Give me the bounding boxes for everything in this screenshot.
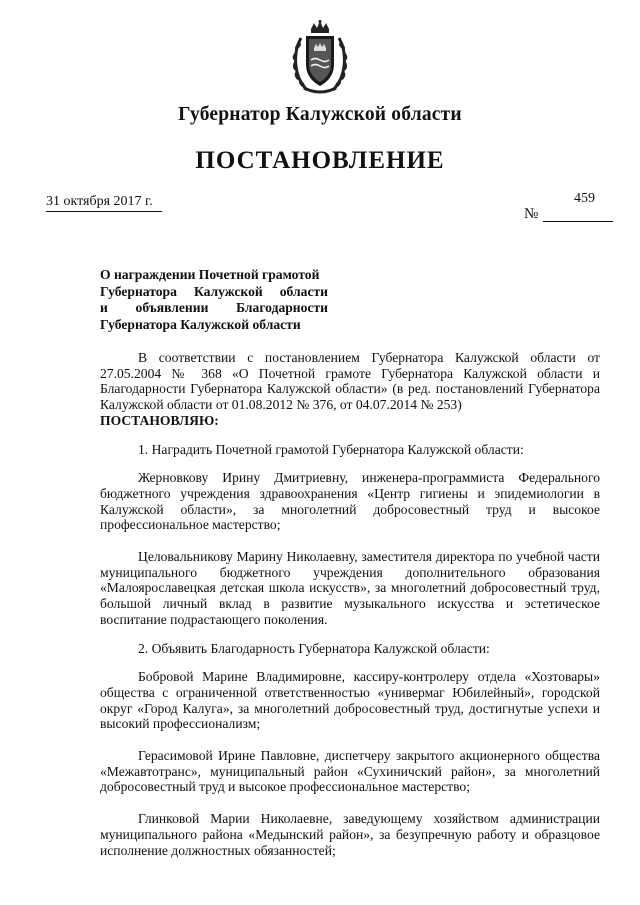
award-paragraph: Жерновкову Ирину Дмитриевну, инженера-программиста Федерального бюджетного учреждения здравоохранения «Центр гигиены и эпидемиологии в Калужской области», за многолетний добросовестный труд и высокое профессиональное мастерство; (100, 470, 600, 533)
document-date: 31 октября 2017 г. (46, 194, 162, 212)
section-1-heading: 1. Наградить Почетной грамотой Губернатора Калужской области: (138, 441, 524, 457)
document-type-title: ПОСТАНОВЛЕНИЕ (195, 147, 445, 174)
number-underline (543, 221, 613, 222)
gratitude-paragraph: Глинковой Марии Николаевне, заведующему хозяйством администрации муниципального района «Медынский район», за безупречную работу и образцовое исполнение должностных обязанностей; (100, 811, 600, 858)
document-subject (100, 267, 328, 333)
subject-line: О награждении Почетной грамотой (100, 267, 320, 282)
document-number: 459 (574, 191, 595, 206)
subject-line: и объявлении Благодарности (100, 300, 328, 315)
preamble-paragraph: В соответствии с постановлением Губернатора Калужской области от 27.05.2004 № 368 «О Почетной грамоте Губернатора Калужской области и Благодарности Губернатора Калужской области» (в ред. постановлений Губернатора Калужской области от 01.08.2012 № 376, от 04.07.2014 № 253) (100, 350, 600, 413)
resolve-heading: ПОСТАНОВЛЯЮ: (100, 412, 219, 428)
subject-line: Губернатора Калужской области (100, 283, 328, 299)
governor-title: Губернатор Калужской области (178, 104, 462, 125)
gratitude-paragraph: Бобровой Марине Владимировне, кассиру-контролеру отдела «Хозтовары» общества с ограниченной ответственностью «универмаг Юбилейный», городской округ «Город Калуга», за многолетний добросовестный труд, достигнутые успехи и высокий профессионализм; (100, 669, 600, 732)
gratitude-paragraph: Герасимовой Ирине Павловне, диспетчеру закрытого акционерного общества «Межавтотранс», муниципальный район «Сухиничский район», за многолетний добросовестный труд и высокое профессиональное мастерство; (100, 748, 600, 795)
award-paragraph: Целовальникову Марину Николаевну, заместителя директора по учебной части муниципального бюджетного учреждения дополнительного образования «Малоярославецкая детская школа искусств», за многолетний добросовестный труд, большой личный вклад в развитие музыкального искусства и эстетическое воспитание подрастающего поколения. (100, 549, 600, 627)
coat-of-arms-emblem (289, 20, 351, 98)
document-body (100, 350, 600, 858)
section-2-heading: 2. Объявить Благодарность Губернатора Калужской области: (138, 640, 490, 656)
number-sign: № (524, 206, 539, 222)
subject-line: Губернатора Калужской области (100, 316, 301, 332)
